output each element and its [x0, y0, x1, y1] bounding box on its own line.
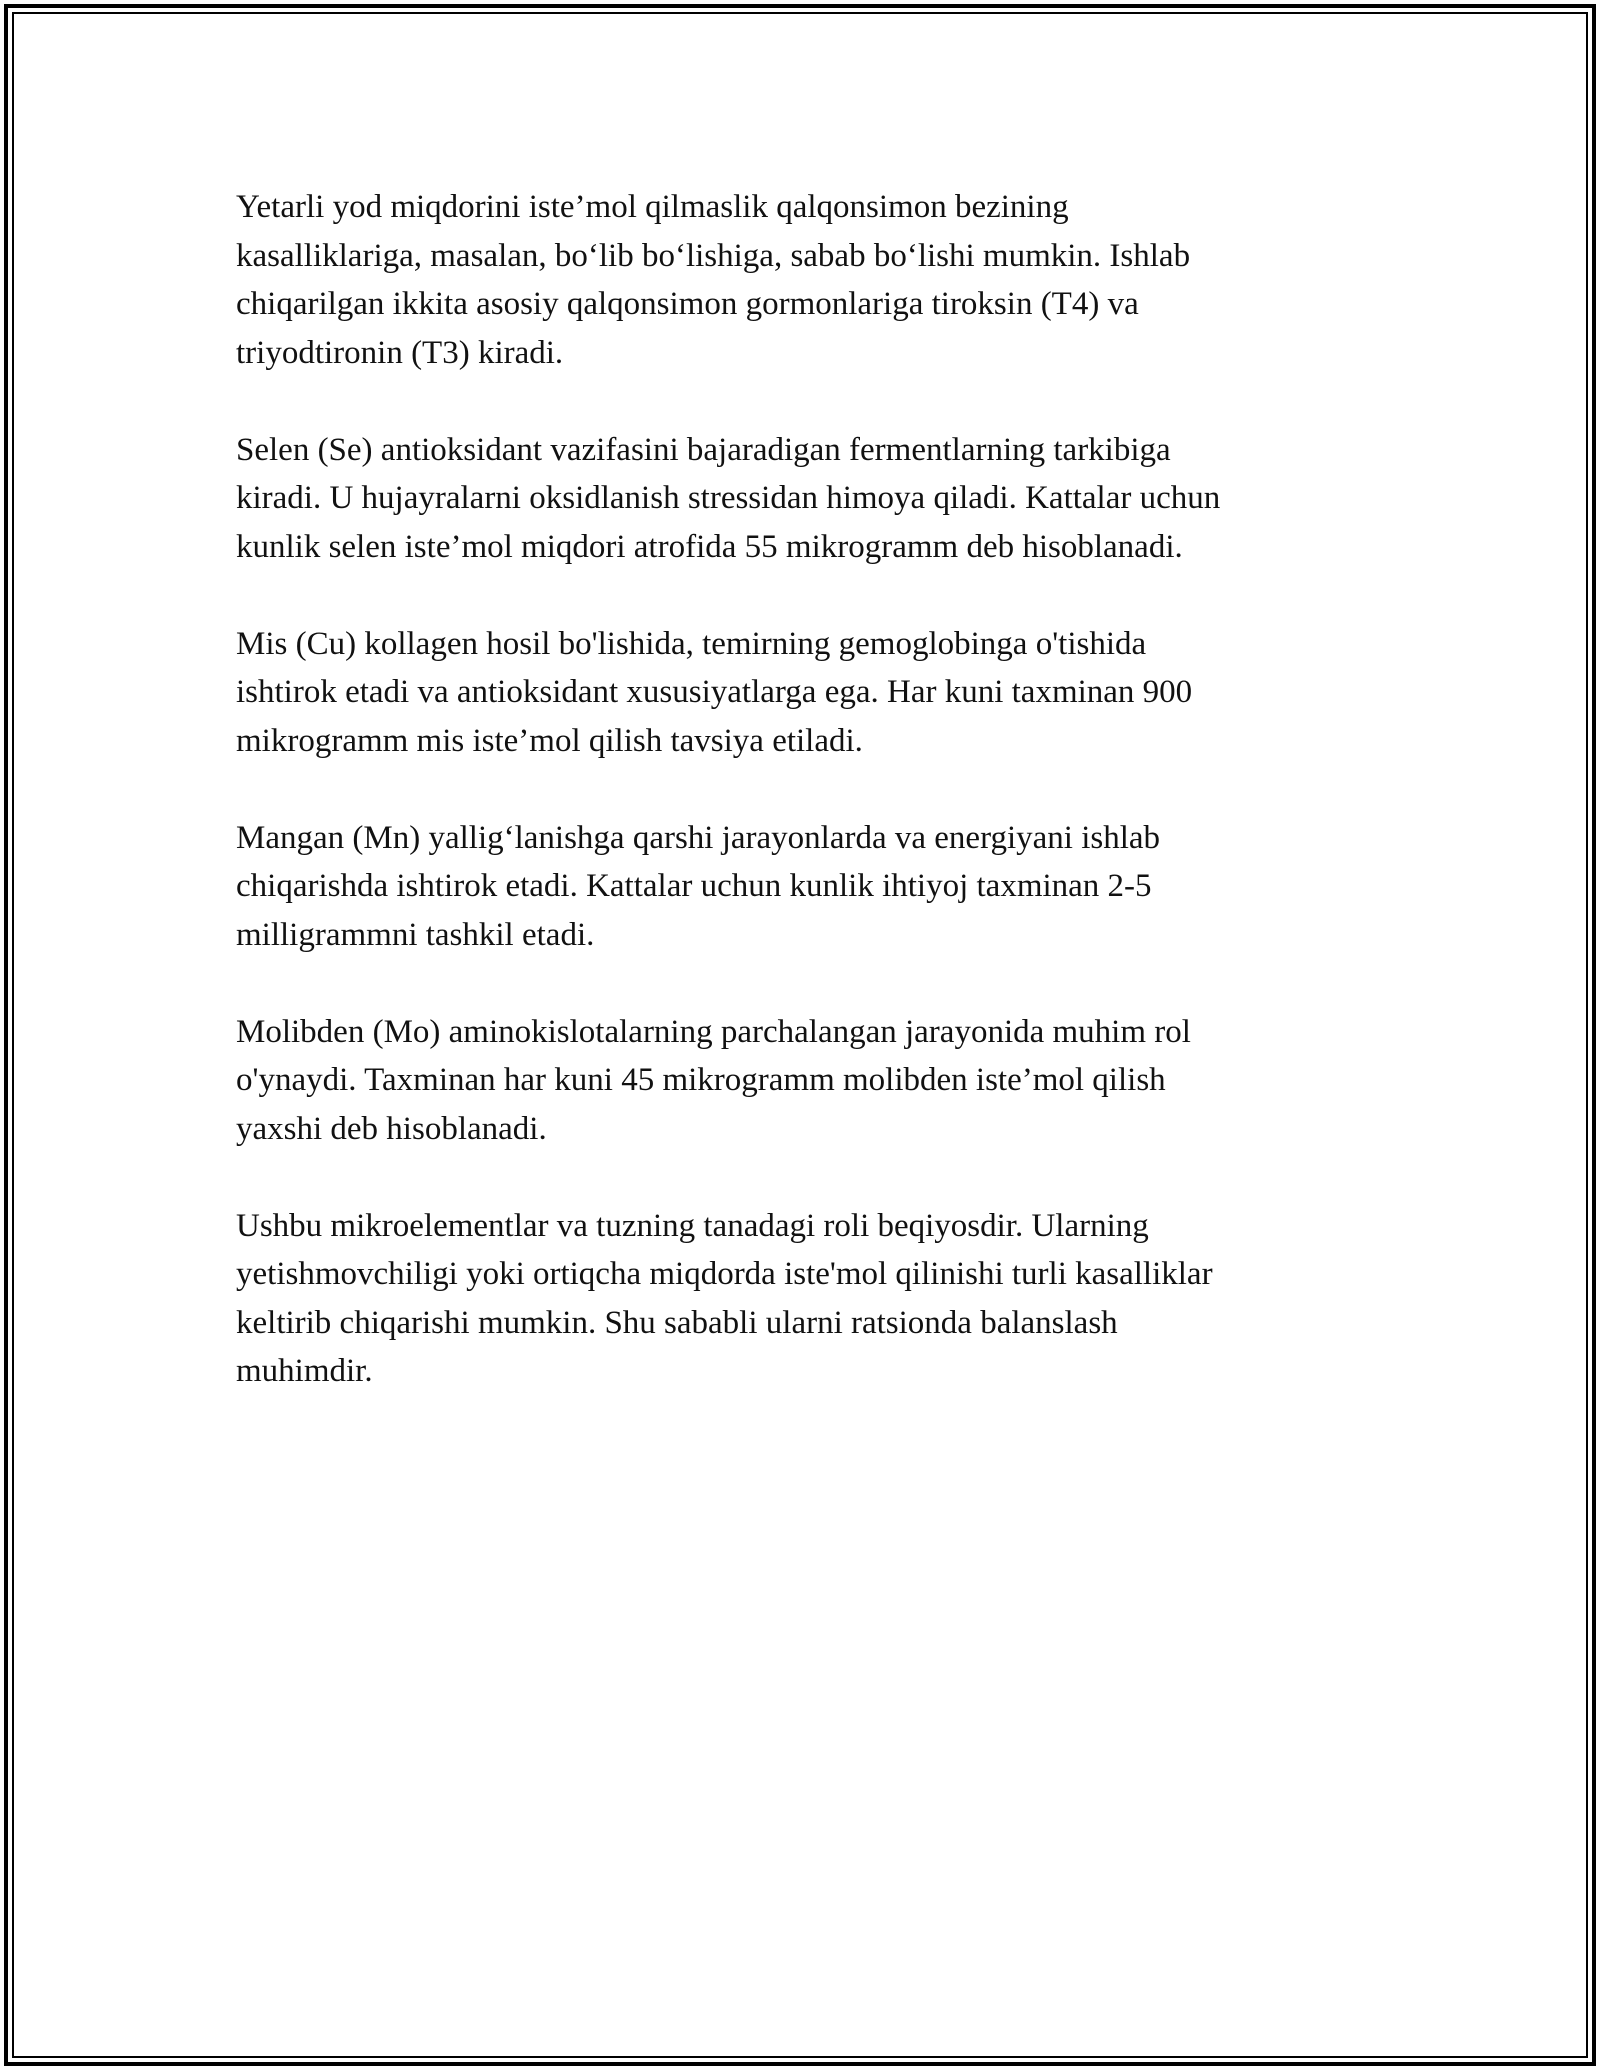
document-body — [236, 183, 1356, 1444]
text-line: mikrogramm mis iste’mol qilish tavsiya etiladi. — [236, 722, 863, 759]
paragraph-copper — [236, 620, 1356, 766]
text-line: ishtirok etadi va antioksidant xususiyatlarga ega. Har kuni taxminan 900 — [236, 674, 1193, 710]
text-line: o'ynaydi. Taxminan har kuni 45 mikrogramm molibden iste’mol qilish — [236, 1062, 1166, 1098]
text-line: yaxshi deb hisoblanadi. — [236, 1110, 547, 1147]
paragraph-molybdenum — [236, 1008, 1356, 1154]
text-line: keltirib chiqarishi mumkin. Shu sababli ularni ratsionda balanslash — [236, 1304, 1118, 1341]
text-line: yetishmovchiligi yoki ortiqcha miqdorda iste'mol qilinishi turli kasalliklar — [236, 1256, 1213, 1292]
text-line: chiqarilgan ikkita asosiy qalqonsimon gormonlariga tiroksin (T4) va — [236, 286, 1139, 322]
paragraph-iodine — [236, 183, 1356, 377]
paragraph-selenium — [236, 426, 1356, 572]
text-line: kunlik selen iste’mol miqdori atrofida 55 mikrogramm deb hisoblanadi. — [236, 528, 1183, 565]
text-line: triyodtironin (T3) kiradi. — [236, 334, 564, 371]
text-line: milligrammni tashkil etadi. — [236, 916, 595, 953]
text-line: Selen (Se) antioksidant vazifasini bajaradigan fermentlarning tarkibiga — [236, 431, 1171, 468]
text-line: Mangan (Mn) yallig‘lanishga qarshi jarayonlarda va energiyani ishlab — [236, 819, 1161, 856]
text-line: kasalliklariga, masalan, bo‘lib bo‘lishiga, sabab bo‘lishi mumkin. Ishlab — [236, 237, 1191, 274]
paragraph-manganese — [236, 814, 1356, 960]
text-line: chiqarishda ishtirok etadi. Kattalar uchun kunlik ihtiyoj taxminan 2-5 — [236, 868, 1152, 904]
text-line: muhimdir. — [236, 1353, 373, 1389]
text-line: Ushbu mikroelementlar va tuzning tanadagi roli beqiyosdir. Ularning — [236, 1207, 1149, 1244]
text-line: Mis (Cu) kollagen hosil bo'lishida, temirning gemoglobinga o'tishida — [236, 625, 1147, 662]
text-line: Molibden (Mo) aminokislotalarning parchalangan jarayonida muhim rol — [236, 1013, 1191, 1050]
text-line: Yetarli yod miqdorini iste’mol qilmaslik qalqonsimon bezining — [236, 189, 1069, 225]
text-line: kiradi. U hujayralarni oksidlanish stressidan himoya qiladi. Kattalar uchun — [236, 480, 1221, 516]
paragraph-conclusion — [236, 1202, 1356, 1396]
